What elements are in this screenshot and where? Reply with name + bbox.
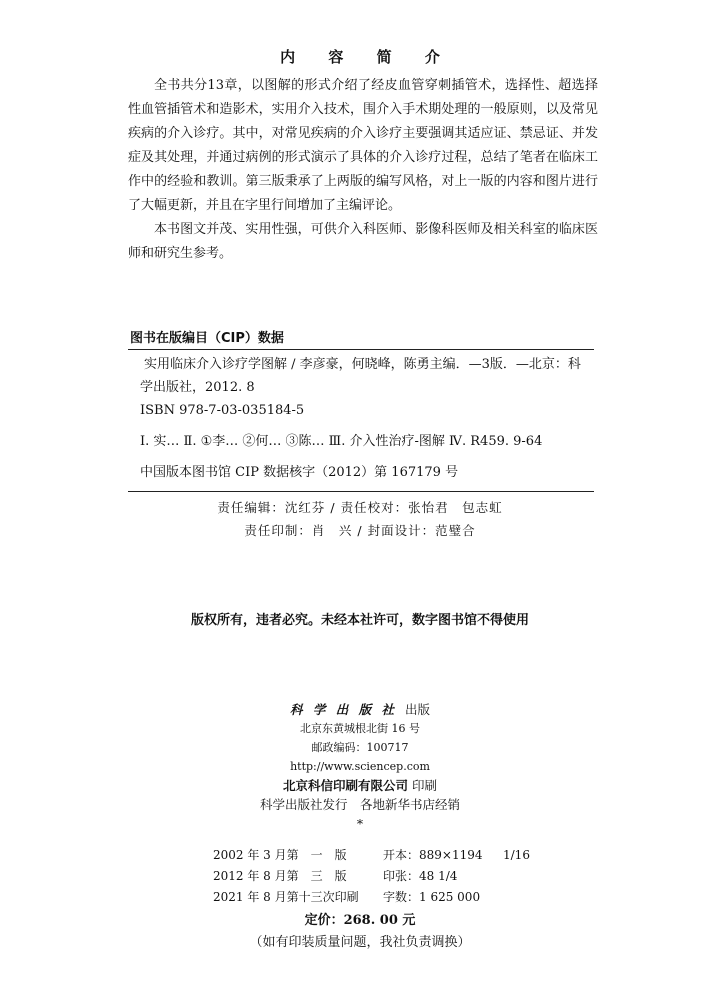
edition-value: 1/16 — [503, 848, 530, 862]
edition-table — [213, 845, 530, 908]
cip-top-rule — [128, 349, 594, 350]
edition-date: 2002 年 3 月第 一 版 — [213, 848, 347, 862]
summary-paragraph-2: 本书图文并茂、实用性强，可供介入科医师、影像科医师及相关科室的临床医师和研究生参考。 — [128, 222, 598, 261]
cip-record-number: 中国版本图书馆 CIP 数据核字（2012）第 167179 号 — [140, 465, 459, 480]
printer-name: 北京科信印刷有限公司 — [282, 778, 408, 793]
publisher-line — [0, 700, 720, 719]
edition-date: 2012 年 8 月第 三 版 — [213, 869, 347, 883]
summary-section — [128, 74, 598, 266]
edition-label: 字数：1 625 000 — [383, 890, 481, 904]
cip-isbn: ISBN 978-7-03-035184-5 — [140, 403, 305, 418]
editor-credits — [0, 496, 720, 542]
cip-classification: Ⅰ. 实… Ⅱ. ①李… ②何… ③陈… Ⅲ. 介入性治疗-图解 Ⅳ. R459. 9-64 — [140, 434, 543, 449]
edition-row — [213, 845, 530, 866]
printer-line — [0, 776, 720, 795]
publisher-website: http://www.sciencep.com — [290, 760, 430, 773]
edition-row — [213, 866, 530, 887]
quality-notice: （如有印装质量问题，我社负责调换） — [249, 935, 471, 950]
price: 定价：268. 00 元 — [304, 913, 416, 928]
page-title: 内 容 简 介 — [280, 48, 454, 66]
publisher-suffix: 出版 — [404, 702, 430, 717]
cip-heading: 图书在版编目（CIP）数据 — [130, 331, 284, 346]
cip-data-block — [140, 353, 590, 484]
printer-suffix: 印刷 — [411, 778, 437, 793]
distribution-line: 科学出版社发行 各地新华书店经销 — [259, 797, 460, 812]
edition-label: 开本：889×1194 — [383, 848, 483, 862]
separator-asterisk: * — [356, 816, 364, 831]
publisher-block — [0, 700, 720, 833]
edition-date: 2021 年 8 月第十三次印刷 — [213, 890, 359, 904]
edition-row — [213, 887, 530, 908]
summary-paragraph-1: 全书共分13章，以图解的形式介绍了经皮血管穿刺插管术，选择性、超选择性血管插管术和造影术，实用介入技术，围介入手术期处理的一般原则，以及常见疾病的介入诊疗。其中，对常见疾病的介入诊疗主要强调其适应证、禁忌证、并发症及其处理，并通过病例的形式演示了具体的介入诊疗过程，总结了笔者在临床工作中的经验和教训。第三版秉承了上两版的编写风格，对上一版的内容和图片进行了大幅更新，并且在字里行间增加了主编评论。 — [128, 78, 598, 213]
editor-credits-line-2: 责任印制：肖 兴 / 封面设计：范璧合 — [244, 523, 476, 538]
cip-bottom-rule — [128, 491, 594, 492]
copyright-notice: 版权所有，违者必究。未经本社许可，数字图书馆不得使用 — [190, 613, 529, 628]
edition-label: 印张：48 1/4 — [383, 869, 458, 883]
publisher-logo-text: 科 学 出 版 社 — [290, 702, 397, 717]
cip-description: 实用临床介入诊疗学图解 / 李彦豪，何晓峰，陈勇主编．—3版．—北京：科学出版社，2012. 8 — [140, 357, 581, 395]
editor-credits-line-1: 责任编辑：沈红芬 / 责任校对：张怡君 包志虹 — [217, 500, 503, 515]
publisher-address: 北京东黄城根北街 16 号 — [300, 722, 420, 735]
publisher-postcode: 邮政编码：100717 — [311, 741, 409, 754]
